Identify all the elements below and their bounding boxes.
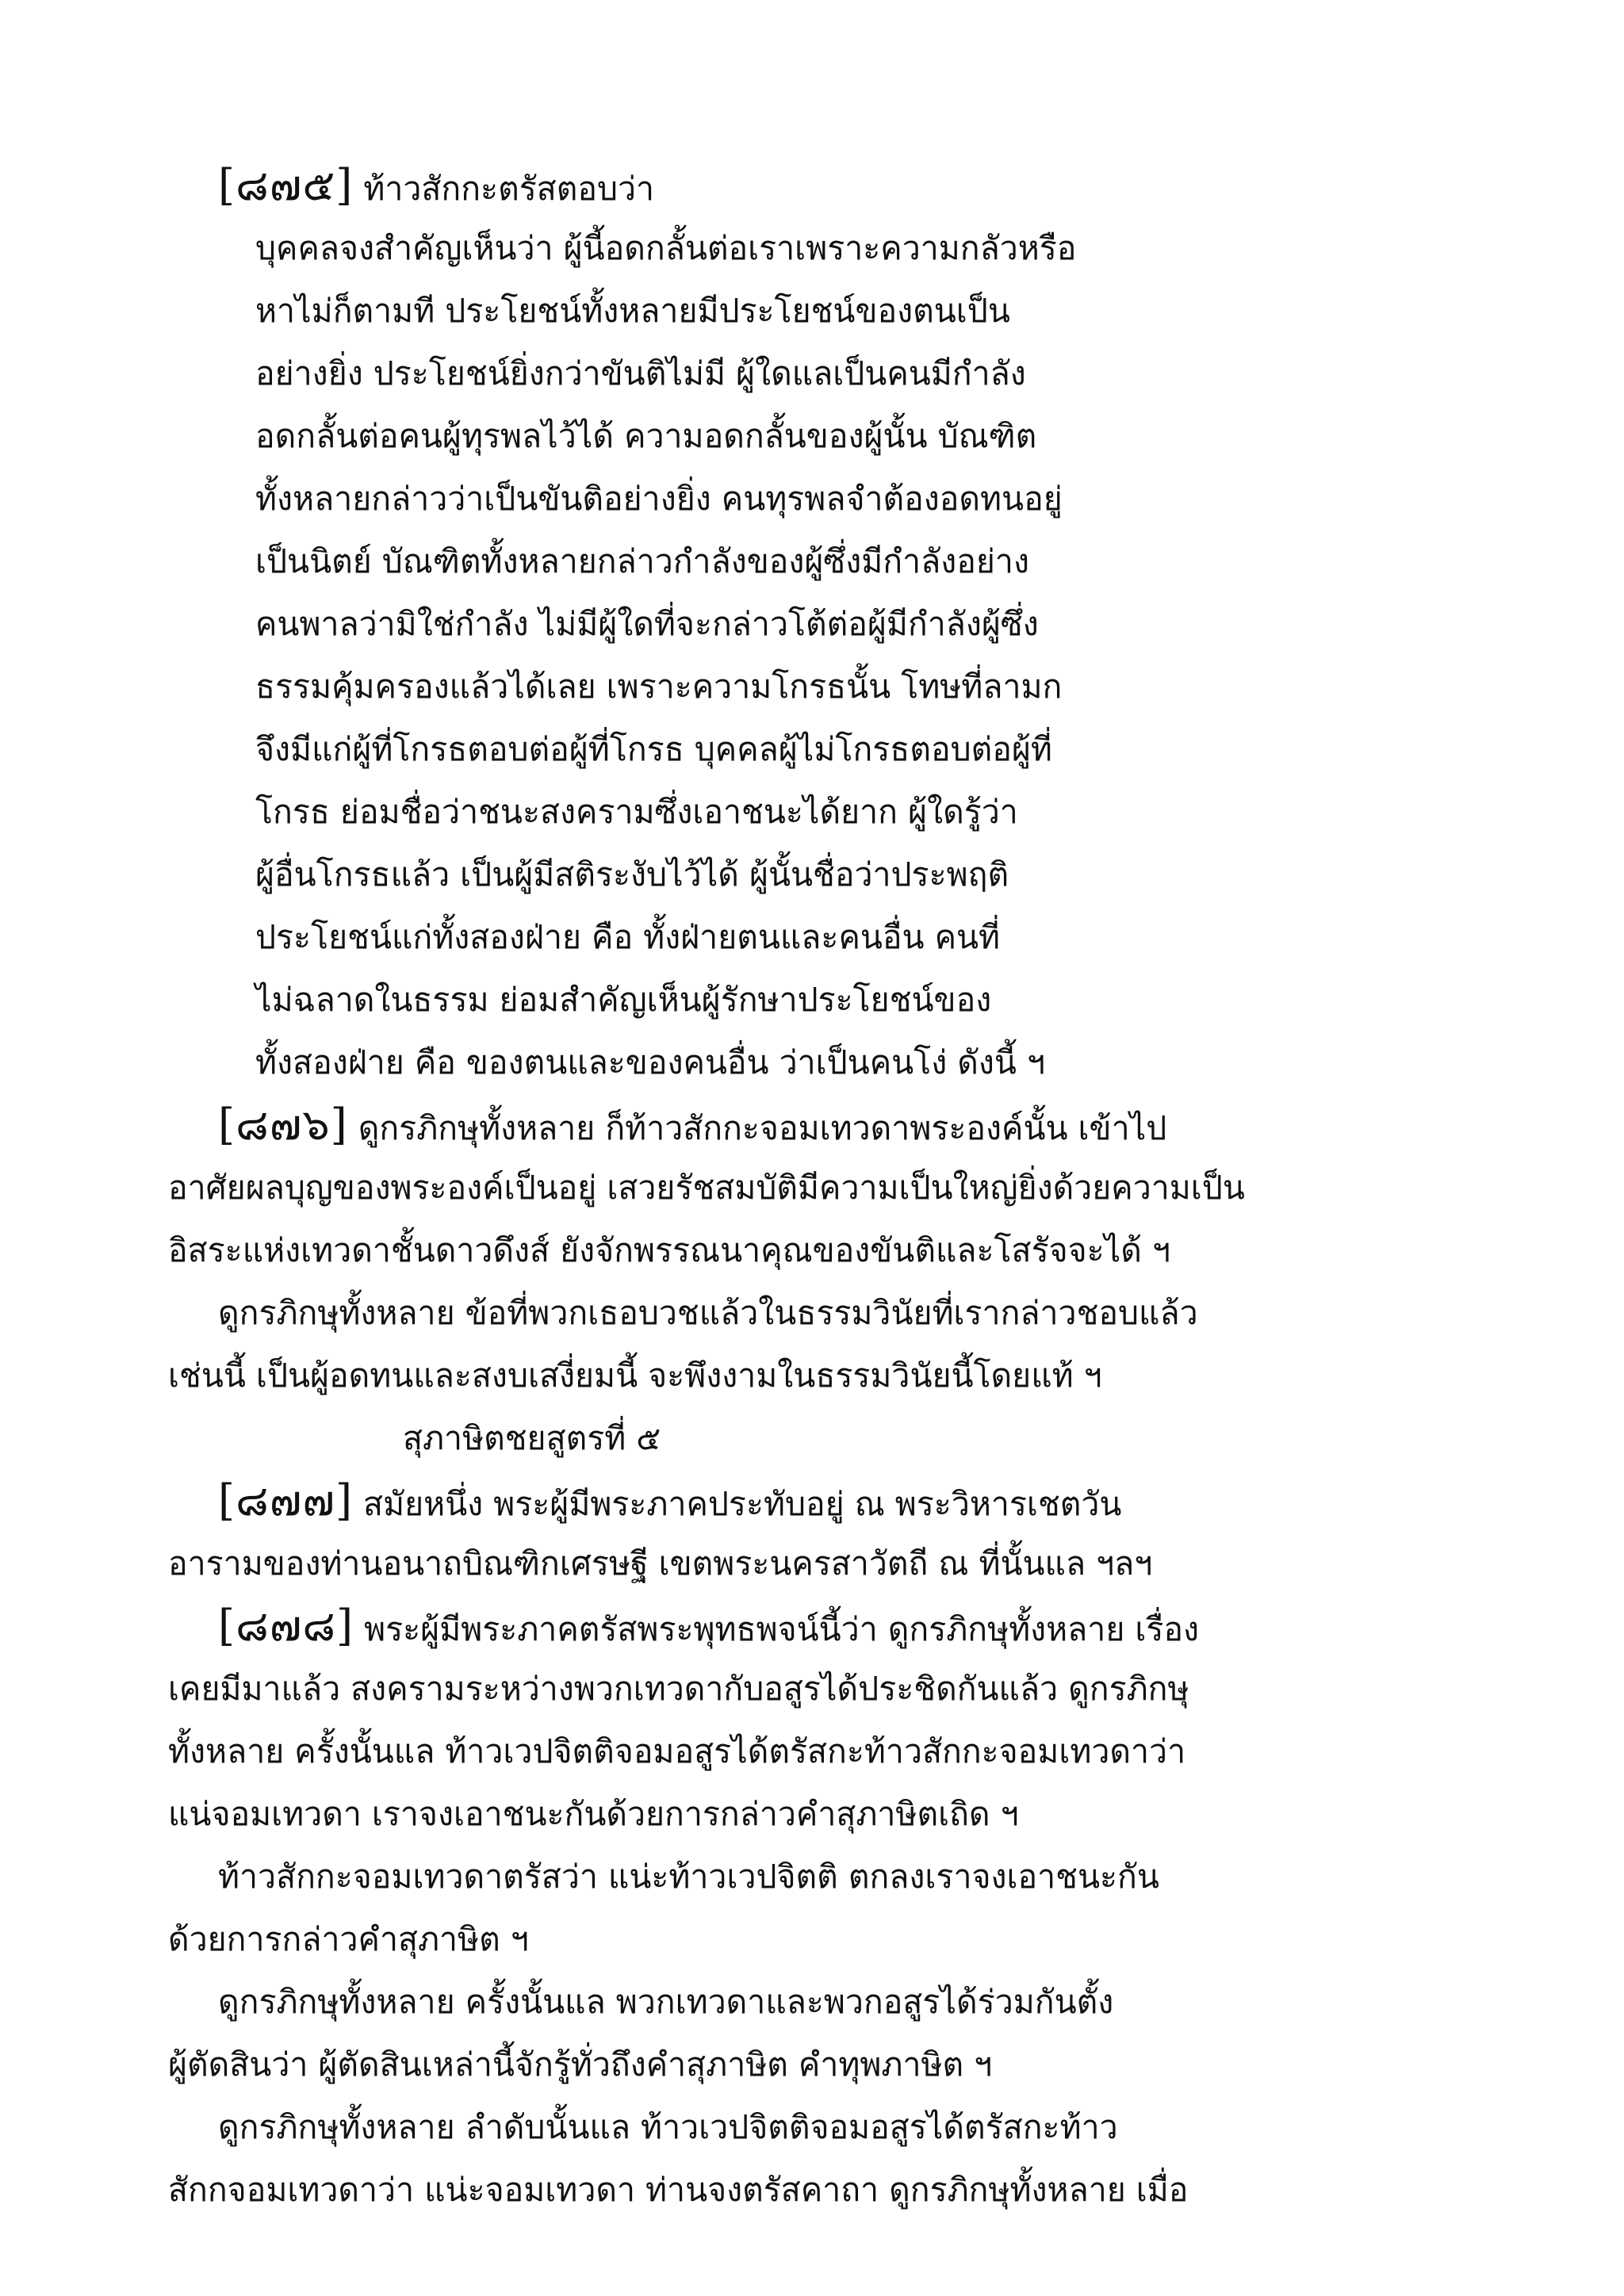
verse-line: ผู้อื่นโกรธแล้ว เป็นผู้มีสติระงับไว้ได้ ผู้นั้นชื่อว่าประพฤติ (255, 855, 1009, 894)
verse-line: อดกลั้นต่อคนผู้ทุรพลไว้ได้ ความอดกลั้นของผู้นั้น บัณฑิต (255, 417, 1037, 455)
paragraph-first-line: ดูกรภิกษุทั้งหลาย ลำดับนั้นแล ท้าวเวปจิตติจอมอสูรได้ตรัสกะท้าว (218, 2108, 1118, 2146)
paragraph-line: แน่จอมเทวดา เราจงเอาชนะกันด้วยการกล่าวคำสุภาษิตเถิด ฯ (168, 1795, 1019, 1833)
paragraph-878-first-line (218, 1603, 1199, 1649)
paragraph-line: ด้วยการกล่าวคำสุภาษิต ฯ (168, 1920, 529, 1958)
paragraph-number-878: [๘๗๘] (218, 1601, 354, 1651)
verse-line: บุคคลจงสำคัญเห็นว่า ผู้นี้อดกลั้นต่อเราเพราะความกลัวหรือ (255, 229, 1077, 267)
verse-line: โกรธ ย่อมชื่อว่าชนะสงครามซึ่งเอาชนะได้ยาก ผู้ใดรู้ว่า (255, 793, 1018, 831)
paragraph-number-877: [๘๗๗] (218, 1475, 354, 1525)
paragraph-line: อาศัยผลบุญของพระองค์เป็นอยู่ เสวยรัชสมบัติมีความเป็นใหญ่ยิ่งด้วยความเป็น (168, 1169, 1245, 1207)
verse-line: จึงมีแก่ผู้ที่โกรธตอบต่อผู้ที่โกรธ บุคคลผู้ไม่โกรธตอบต่อผู้ที่ (255, 730, 1052, 768)
paragraph-line: ทั้งหลาย ครั้งนั้นแล ท้าวเวปจิตติจอมอสูรได้ตรัสกะท้าวสักกะจอมเทวดาว่า (168, 1732, 1186, 1770)
verse-line: ประโยชน์แก่ทั้งสองฝ่าย คือ ทั้งฝ่ายตนและคนอื่น คนที่ (255, 918, 1001, 956)
paragraph-number-875: [๘๗๕] (218, 160, 354, 210)
paragraph-first-line: ดูกรภิกษุทั้งหลาย ครั้งนั้นแล พวกเทวดาและพวกอสูรได้ร่วมกันตั้ง (218, 1983, 1114, 2021)
verse-line: ทั้งหลายกล่าวว่าเป็นขันติอย่างยิ่ง คนทุรพลจำต้องอดทนอยู่ (255, 480, 1063, 518)
paragraph-876-first-line (218, 1102, 1166, 1148)
paragraph-line: สักกจอมเทวดาว่า แน่ะจอมเทวดา ท่านจงตรัสคาถา ดูกรภิกษุทั้งหลาย เมื่อ (168, 2171, 1189, 2209)
paragraph-first-line: ท้าวสักกะจอมเทวดาตรัสว่า แน่ะท้าวเวปจิตติ ตกลงเราจงเอาชนะกัน (218, 1858, 1159, 1896)
paragraph-line: เช่นนี้ เป็นผู้อดทนและสงบเสงี่ยมนี้ จะพึงงามในธรรมวินัยนี้โดยแท้ ฯ (168, 1357, 1102, 1395)
paragraph-877-first-line (218, 1475, 1122, 1525)
paragraph-line: ผู้ตัดสินว่า ผู้ตัดสินเหล่านี้จักรู้ทั่วถึงคำสุภาษิต คำทุพภาษิต ฯ (168, 2045, 993, 2084)
sutta-title: สุภาษิตชยสูตรที่ ๕ (403, 1419, 661, 1457)
paragraph-first-line: ดูกรภิกษุทั้งหลาย ข้อที่พวกเธอบวชแล้วในธรรมวินัยที่เรากล่าวชอบแล้ว (218, 1294, 1198, 1332)
paragraph-line: อิสระแห่งเทวดาชั้นดาวดึงส์ ยังจักพรรณนาคุณของขันติและโสรัจจะได้ ฯ (168, 1231, 1170, 1269)
paragraph-line: เคยมีมาแล้ว สงครามระหว่างพวกเทวดากับอสูรได้ประชิดกันแล้ว ดูกรภิกษุ (168, 1670, 1189, 1708)
paragraph-text: สมัยหนึ่ง พระผู้มีพระภาคประทับอยู่ ณ พระวิหารเชตวัน (353, 1485, 1122, 1523)
paragraph-number-876: [๘๗๖] (218, 1100, 348, 1150)
paragraph-875-lead: ท้าวสักกะตรัสตอบว่า (353, 170, 655, 208)
verse-line: ไม่ฉลาดในธรรม ย่อมสำคัญเห็นผู้รักษาประโยชน์ของ (255, 981, 992, 1019)
paragraph-875-heading (218, 160, 655, 210)
verse-line: อย่างยิ่ง ประโยชน์ยิ่งกว่าขันติไม่มี ผู้ใดแลเป็นคนมีกำลัง (255, 354, 1026, 392)
verse-line: ทั้งสองฝ่าย คือ ของตนและของคนอื่น ว่าเป็นคนโง่ ดังนี้ ฯ (255, 1043, 1045, 1081)
verse-line: ธรรมคุ้มครองแล้วได้เลย เพราะความโกรธนั้น โทษที่ลามก (255, 668, 1063, 706)
paragraph-text: ดูกรภิกษุทั้งหลาย ก็ท้าวสักกะจอมเทวดาพระองค์นั้น เข้าไป (347, 1109, 1167, 1147)
paragraph-text: พระผู้มีพระภาคตรัสพระพุทธพจน์นี้ว่า ดูกรภิกษุทั้งหลาย เรื่อง (354, 1610, 1200, 1648)
verse-line: คนพาลว่ามิใช่กำลัง ไม่มีผู้ใดที่จะกล่าวโต้ต่อผู้มีกำลังผู้ซึ่ง (255, 605, 1039, 643)
paragraph-line: อารามของท่านอนาถบิณฑิกเศรษฐี เขตพระนครสาวัตถี ณ ที่นั้นแล ฯลฯ (168, 1544, 1153, 1582)
verse-line: หาไม่ก็ตามที ประโยชน์ทั้งหลายมีประโยชน์ของตนเป็น (255, 292, 1010, 330)
verse-line: เป็นนิตย์ บัณฑิตทั้งหลายกล่าวกำลังของผู้ซึ่งมีกำลังอย่าง (255, 542, 1029, 580)
